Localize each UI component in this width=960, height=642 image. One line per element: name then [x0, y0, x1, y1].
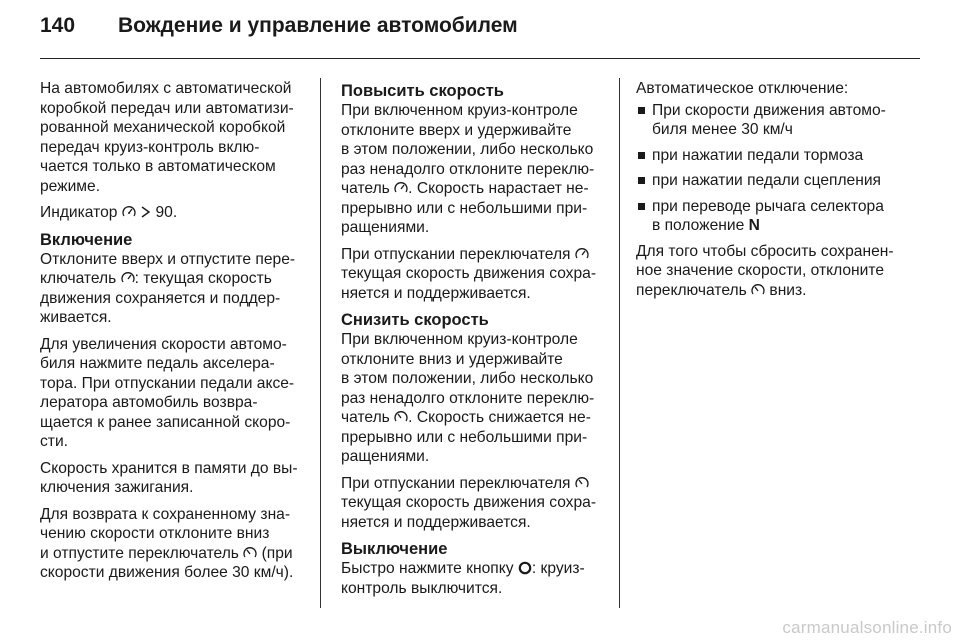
list-item: При скорости движения автомо- биля менее 30 км/ч [636, 101, 916, 140]
cruise-down-switch-icon [751, 283, 765, 297]
section-increase-speed: Повысить скорость При включенном круиз-контроле отклоните вверх и удерживайте в этом положении, либо несколько раз ненадолго отклоните переклю- чатель . Скорость нарастает не- прерывно или с небольшими при- ращениями. [341, 81, 611, 238]
page-header [40, 14, 518, 50]
heading-increase-speed: Повысить скорость [341, 82, 504, 100]
header-divider [40, 58, 920, 59]
auto-disable-list [636, 101, 916, 236]
column-1 [40, 79, 310, 590]
cruise-set-switch-icon [121, 271, 135, 285]
heading-auto-disable: Автоматическое отключение: [636, 80, 849, 97]
paragraph-resume: Для возврата к сохраненному зна- чению скорости отклоните вниз и отпустите переключатель (при скорости движения более 30 км/ч). [40, 505, 294, 581]
paragraph-release-down: При отпускании переключателя текущая скорость движения сохра- няется и поддерживается. [341, 474, 597, 531]
column-3 [636, 79, 916, 307]
watermark: carmanualsonline.info [782, 618, 952, 637]
list-item: при нажатии педали тормоза [636, 146, 916, 166]
cruise-down-switch-icon [575, 476, 589, 490]
cruise-up-switch-icon [394, 181, 408, 195]
page-title: Вождение и управление автомобилем [118, 14, 518, 37]
list-item: при переводе рычага селектора в положение N [636, 197, 916, 236]
cruise-up-switch-icon [575, 247, 589, 261]
column-divider-1 [320, 78, 321, 608]
column-divider-2 [619, 78, 620, 608]
paragraph-memory: Скорость хранится в памяти до вы- ключения зажигания. [40, 459, 298, 496]
section-disable: Выключение Быстро нажмите кнопку : круиз- контроль выключится. [341, 539, 611, 598]
cruise-down-switch-icon [394, 410, 408, 424]
paragraph-accelerate: Для увеличения скорости автомо- биля нажмите педаль акселера- тора. При отпускании педали аксе- лератора автомобиль возвра- щается к ранее записанной скоро- сти. [40, 335, 295, 450]
section-enable: Включение Отклоните вверх и отпустите пере- ключатель : текущая скорость движения сохраняется и поддер- живается. [40, 230, 310, 328]
section-decrease-speed: Снизить скорость При включенном круиз-контроле отклоните вниз и удерживайте в этом положении, либо несколько раз ненадолго отклоните переклю- чатель . Скорость снижается не- прерывно или с небольшими при- ращениями. [341, 310, 611, 467]
cruise-resume-switch-icon [243, 546, 257, 560]
heading-disable: Выключение [341, 540, 448, 558]
heading-decrease-speed: Снизить скорость [341, 311, 489, 329]
cruise-off-button-icon [518, 561, 532, 575]
gear-position-n: N [748, 217, 760, 234]
page-reference-arrow-icon [140, 205, 151, 219]
cruise-control-indicator-icon [122, 205, 136, 219]
paragraph-reset: Для того чтобы сбросить сохранен- ное значение скорости, отклоните переключатель вниз. [636, 242, 894, 299]
column-2 [341, 79, 611, 605]
paragraph-indicator: Индикатор 90. [40, 204, 178, 221]
heading-enable: Включение [40, 230, 133, 249]
list-item: при нажатии педали сцепления [636, 171, 916, 191]
paragraph-intro: На автомобилях с автоматической коробкой передач или автоматизи- рованной механической коробкой передач круиз-контроль вклю- чается только в автоматическом режиме. [40, 80, 294, 195]
paragraph-release-up: При отпускании переключателя текущая скорость движения сохра- няется и поддерживается. [341, 245, 597, 302]
page-number: 140 [40, 14, 76, 37]
